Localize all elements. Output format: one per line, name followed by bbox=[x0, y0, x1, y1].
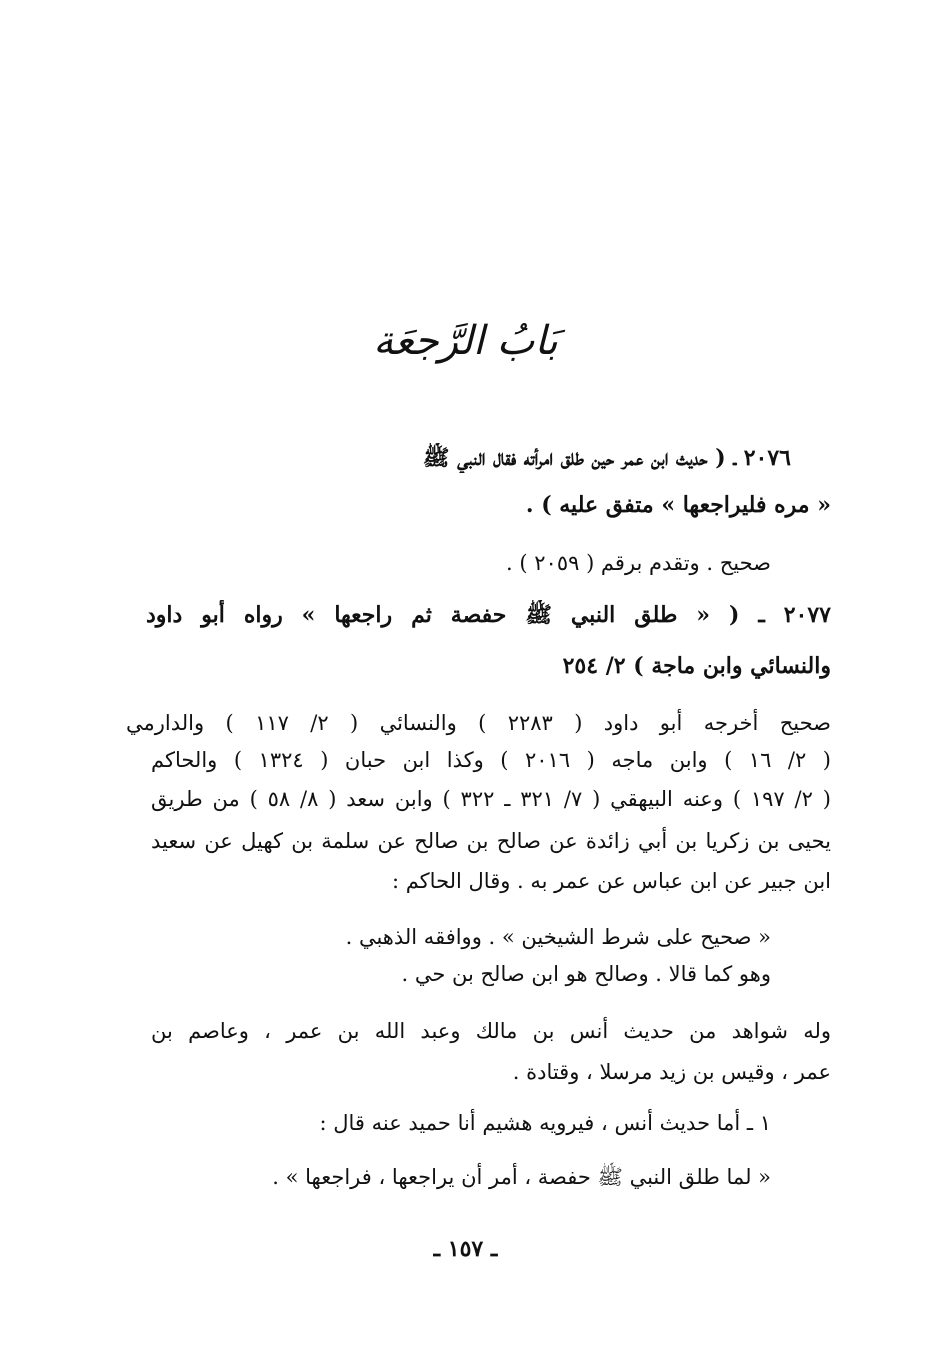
shawahid-line-1: وله شواهد من حديث أنس بن مالك وعبد الله بن عمر ، وعاصم بن bbox=[151, 1019, 831, 1043]
chapter-title: بَابُ الرَّجعَة bbox=[373, 318, 558, 364]
hadith-2077-line-2: والنسائي وابن ماجة ) ٢/ ٢٥٤ bbox=[562, 653, 831, 679]
grading-2076: صحيح . وتقدم برقم ( ٢٠٥٩ ) . bbox=[506, 551, 771, 575]
page-number: ـ ١٥٧ ـ bbox=[433, 1236, 498, 1262]
hakim-quote: « صحيح على شرط الشيخين » . ووافقه الذهبي . bbox=[345, 925, 771, 949]
anas-hadith-text: « لما طلق النبي ﷺ حفصة ، أمر أن يراجعها ، فراجعها » . bbox=[272, 1165, 771, 1189]
takhrij-line-1: صحيح أخرجه أبو داود ( ٢٢٨٣ ) والنسائي ( ٢/ ١١٧ ) والدارمي bbox=[126, 711, 831, 735]
takhrij-line-5: ابن جبير عن ابن عباس عن عمر به . وقال الحاكم : bbox=[391, 869, 831, 893]
takhrij-line-2: ( ٢/ ١٦ ) وابن ماجه ( ٢٠١٦ ) وكذا ابن حبان ( ١٣٢٤ ) والحاكم bbox=[151, 748, 831, 772]
shawahid-line-2: عمر ، وقيس بن زيد مرسلا ، وقتادة . bbox=[512, 1060, 831, 1084]
hadith-2076-line-1: ٢٠٧٦ ـ ( حديث ابن عمر حين طلق امرأته فقال النبي ﷺ bbox=[422, 445, 791, 471]
takhrij-line-3: ( ٢/ ١٩٧ ) وعنه البيهقي ( ٧/ ٣٢١ ـ ٣٢٢ ) وابن سعد ( ٨/ ٥٨ ) من طريق bbox=[151, 787, 831, 811]
takhrij-line-4: يحيى بن زكريا بن أبي زائدة عن صالح بن صالح عن سلمة بن كهيل عن سعيد bbox=[151, 829, 831, 853]
anas-hadith-intro: ١ ـ أما حديث أنس ، فيرويه هشيم أنا حميد عنه قال : bbox=[319, 1111, 771, 1135]
author-comment: وهو كما قالا . وصالح هو ابن صالح بن حي . bbox=[401, 962, 771, 986]
hadith-2076-line-2: « مره فليراجعها » متفق عليه ) . bbox=[525, 492, 831, 518]
hadith-2077-line-1: ٢٠٧٧ ـ ( « طلق النبي ﷺ حفصة ثم راجعها » رواه أبو داود bbox=[146, 602, 831, 628]
